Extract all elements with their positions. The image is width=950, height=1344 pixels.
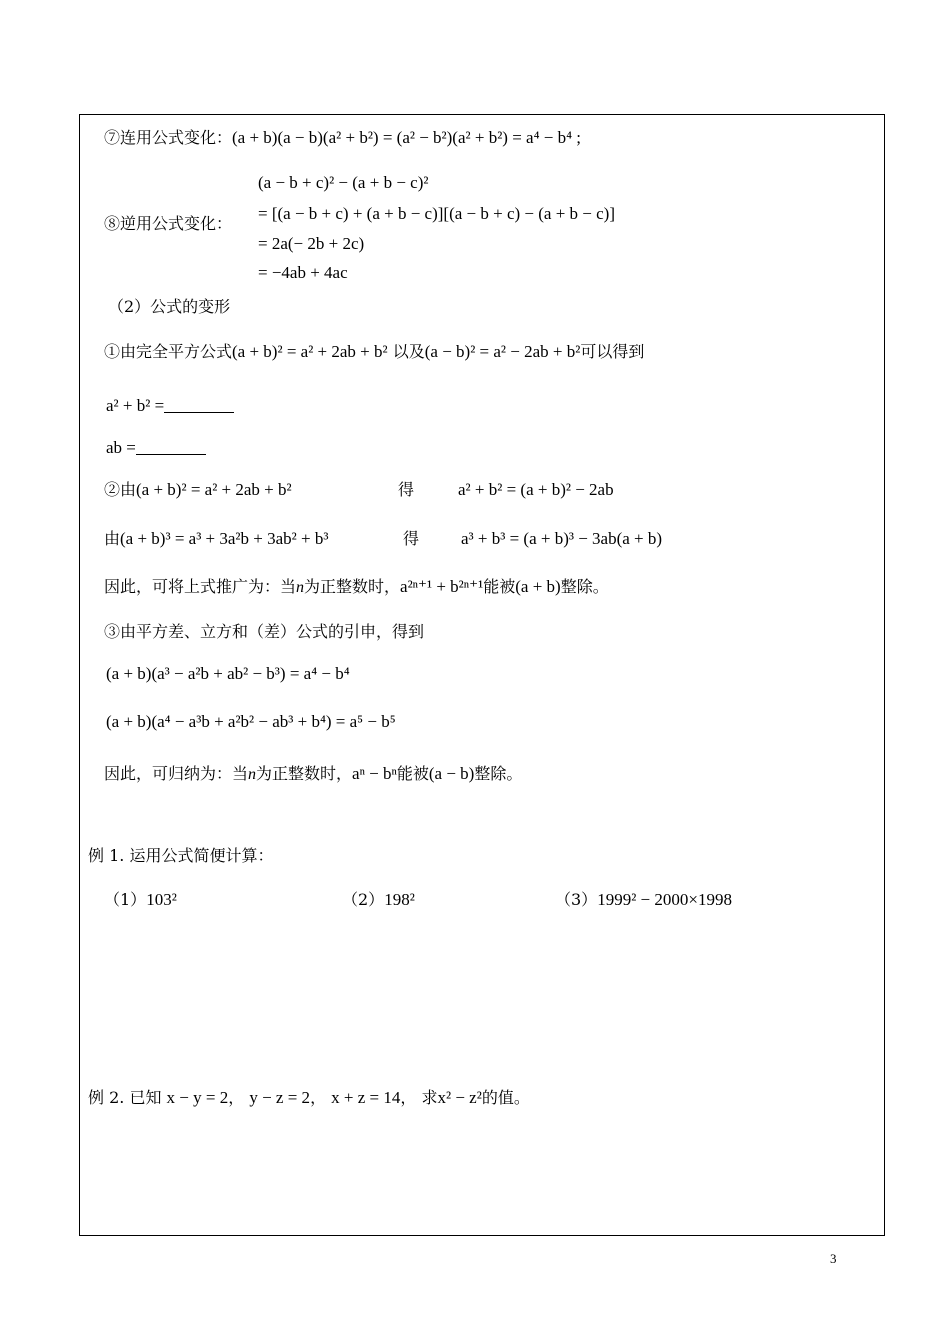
ex2-cond2: y − z = 2: [249, 1088, 311, 1107]
blank-line: [136, 440, 206, 455]
item2b-pre: 由: [104, 529, 121, 548]
q1-label: （1）: [104, 890, 147, 909]
item3-formula2: (a + b)(a⁴ − a³b + a²b² − ab³ + b⁴) = a⁵ − b⁵: [106, 712, 396, 731]
fill-blank-1: [106, 396, 234, 416]
item1-mid: 以及: [392, 342, 425, 361]
item8-line3: = 2a(− 2b + 2c): [258, 234, 365, 253]
q1-expr: 103²: [146, 890, 177, 909]
page-number: 3: [830, 1251, 837, 1266]
ex2-ask: 求: [421, 1088, 438, 1107]
item2-formula2: a² + b² = (a + b)² − 2ab: [458, 480, 614, 499]
q2-label: （2）: [342, 890, 385, 909]
item7-formula: (a + b)(a − b)(a² + b²) = (a² − b²)(a² + b²) = a⁴ − b⁴ ;: [232, 128, 582, 147]
example2: 例 2. 已知 x − y = 2， y − z = 2， x + z = 14， 求x² − z²的值。: [88, 1088, 530, 1107]
item2b-de: 得: [403, 529, 420, 548]
concl1-expr: a²ⁿ⁺¹ + b²ⁿ⁺¹: [400, 577, 484, 596]
item3-formula1: (a + b)(a³ − a²b + ab² − b³) = a⁴ − b⁴: [106, 664, 350, 683]
item1-pre: ①由完全平方公式: [104, 342, 233, 361]
concl2-n: n: [248, 766, 257, 783]
concl2-post: 整除。: [474, 764, 523, 783]
concl1-post: 整除。: [560, 577, 609, 596]
concl1-can: 能被: [483, 577, 516, 596]
ex2-target: x² − z²: [437, 1088, 482, 1107]
example1-q1: [104, 890, 177, 910]
item3-text: ③由平方差、立方和（差）公式的引申，得到: [104, 622, 425, 641]
concl2-can: 能被: [396, 764, 429, 783]
item1-post: 可以得到: [580, 342, 645, 361]
q3-expr: 1999² − 2000×1998: [597, 890, 732, 909]
item2b-formula2: a³ + b³ = (a + b)³ − 3ab(a + b): [461, 529, 663, 548]
item2-start: [104, 480, 292, 500]
concl2-expr: aⁿ − bⁿ: [352, 764, 397, 783]
item7-label: ⑦连用公式变化：: [104, 128, 233, 147]
concl2-divisor: (a − b): [428, 764, 475, 783]
concl1-mid: 为正整数时，: [304, 577, 401, 596]
fill-blank-2: [106, 438, 206, 458]
ex2-cond1: x − y = 2: [166, 1088, 229, 1107]
item2-pre: ②由: [104, 480, 137, 499]
example1-title: 例 1. 运用公式简便计算：: [88, 846, 274, 865]
item2b-formula1: (a + b)³ = a³ + 3a²b + 3ab² + b³: [120, 529, 329, 548]
blank-line: [164, 398, 234, 413]
ex2-pre: 例 2. 已知: [88, 1088, 162, 1107]
item8-line2: = [(a − b + c) + (a + b − c)][(a − b + c) − (a + b − c)]: [258, 204, 616, 223]
concl2-mid: 为正整数时，: [256, 764, 353, 783]
item1-formula1: (a + b)² = a² + 2ab + b²: [232, 342, 388, 361]
item1-formula2: (a − b)² = a² − 2ab + b²: [424, 342, 581, 361]
item2-de: 得: [398, 480, 415, 499]
concl1-pre: 因此，可将上式推广为：当: [104, 577, 297, 596]
item8-line1: (a − b + c)² − (a + b − c)²: [258, 173, 429, 192]
item8-label: ⑧逆用公式变化：: [104, 214, 233, 233]
fill2-lhs: ab =: [106, 438, 136, 457]
item2-formula1: (a + b)² = a² + 2ab + b²: [136, 480, 292, 499]
q3-label: （3）: [555, 890, 598, 909]
fill1-lhs: a² + b² =: [106, 396, 165, 415]
item7: [104, 128, 581, 148]
conclusion-2: [104, 764, 522, 785]
q2-expr: 198²: [384, 890, 415, 909]
concl1-n: n: [296, 579, 305, 596]
concl2-pre: 因此，可归纳为：当: [104, 764, 249, 783]
ex2-post: 的值。: [481, 1088, 530, 1107]
item1: [104, 342, 644, 362]
concl1-divisor: (a + b): [515, 577, 561, 596]
ex2-cond3: x + z = 14: [331, 1088, 401, 1107]
section-heading: （2）公式的变形: [108, 297, 231, 316]
conclusion-1: [104, 577, 609, 598]
item2b-start: [104, 529, 328, 549]
item8-line4: = −4ab + 4ac: [258, 263, 348, 282]
example1-q3: [555, 890, 732, 910]
example1-q2: [342, 890, 415, 910]
